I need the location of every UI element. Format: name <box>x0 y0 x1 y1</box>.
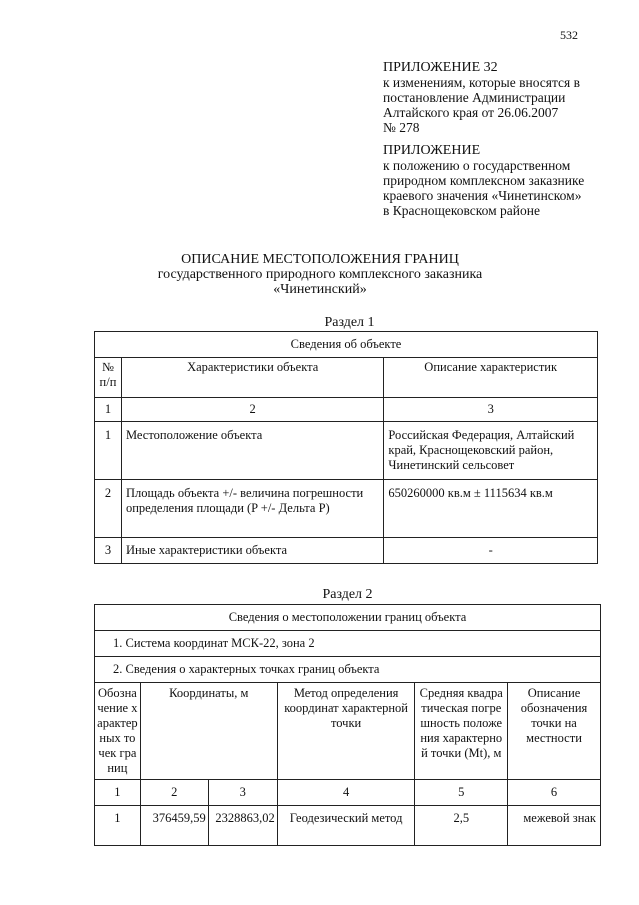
column-number: 1 <box>95 780 141 806</box>
table-row <box>95 806 601 846</box>
table-title: Сведения о местоположении границ объекта <box>95 605 601 631</box>
appendix-block <box>383 143 584 218</box>
column-number: 4 <box>277 780 415 806</box>
title-line: государственного природного комплексного заказника <box>157 267 483 282</box>
appendix-line: в Краснощековском районе <box>383 203 540 218</box>
appendix-line: к изменениям, которые вносятся в <box>383 75 581 90</box>
appendix-line: природном комплексном заказнике <box>383 173 585 188</box>
column-header: № п/п <box>95 358 122 398</box>
table-row <box>95 422 598 480</box>
characteristic-description: - <box>384 538 598 564</box>
column-header: Обозначение характерных точек границ <box>95 683 141 780</box>
appendix-line: к положению о государственном <box>383 158 571 173</box>
section-1-label: Раздел 1 <box>324 315 375 330</box>
row-number: 2 <box>95 480 122 538</box>
characteristic-name: Иные характеристики объекта <box>121 538 383 564</box>
table-title: Сведения об объекте <box>95 332 598 358</box>
column-header: Описание обозначения точки на местности <box>508 683 601 780</box>
table-row <box>95 480 598 538</box>
column-header: Описание характеристик <box>384 358 598 398</box>
characteristic-name: Площадь объекта +/- величина погрешности определения площади (P +/- Дельта P) <box>121 480 383 538</box>
coordinate-y: 2328863,02 <box>208 806 277 846</box>
table-row <box>95 538 598 564</box>
row-number: 3 <box>95 538 122 564</box>
boundary-points-table <box>94 604 601 846</box>
point-number: 1 <box>95 806 141 846</box>
section-2-label: Раздел 2 <box>322 587 373 602</box>
page-number: 532 <box>560 28 578 42</box>
appendix-heading: ПРИЛОЖЕНИЕ 32 <box>383 60 498 75</box>
column-number: 2 <box>140 780 208 806</box>
column-number: 6 <box>508 780 601 806</box>
point-description: межевой знак <box>508 806 601 846</box>
points-info-line: 2. Сведения о характерных точках границ объекта <box>95 657 601 683</box>
column-header: Координаты, м <box>140 683 277 780</box>
determination-method: Геодезический метод <box>277 806 415 846</box>
appendix-line: краевого значения «Чинетинском» <box>383 188 582 203</box>
title-line: ОПИСАНИЕ МЕСТОПОЛОЖЕНИЯ ГРАНИЦ <box>181 252 459 267</box>
characteristic-description: Российская Федерация, Алтайский край, Краснощековский район, Чинетинский сельсовет <box>384 422 598 480</box>
appendix-line: № 278 <box>383 120 420 135</box>
characteristic-description: 650260000 кв.м ± 1115634 кв.м <box>384 480 598 538</box>
column-number: 5 <box>415 780 508 806</box>
coordinate-x: 376459,59 <box>140 806 208 846</box>
column-header: Характеристики объекта <box>121 358 383 398</box>
row-number: 1 <box>95 422 122 480</box>
object-info-table <box>94 331 598 564</box>
document-title <box>60 252 580 297</box>
column-header: Метод определения координат характерной точки <box>277 683 415 780</box>
appendix-32-block <box>383 60 580 135</box>
appendix-heading: ПРИЛОЖЕНИЕ <box>383 143 481 158</box>
column-header: Средняя квадратическая погрешность положения характерной точки (Mt), м <box>415 683 508 780</box>
characteristic-name: Местоположение объекта <box>121 422 383 480</box>
accuracy-value: 2,5 <box>415 806 508 846</box>
column-number: 3 <box>384 398 598 422</box>
column-number: 1 <box>95 398 122 422</box>
column-number: 2 <box>121 398 383 422</box>
appendix-line: Алтайского края от 26.06.2007 <box>383 105 559 120</box>
title-line: «Чинетинский» <box>273 282 367 297</box>
coordinate-system-line: 1. Система координат МСК-22, зона 2 <box>95 631 601 657</box>
column-number: 3 <box>208 780 277 806</box>
appendix-line: постановление Администрации <box>383 90 566 105</box>
